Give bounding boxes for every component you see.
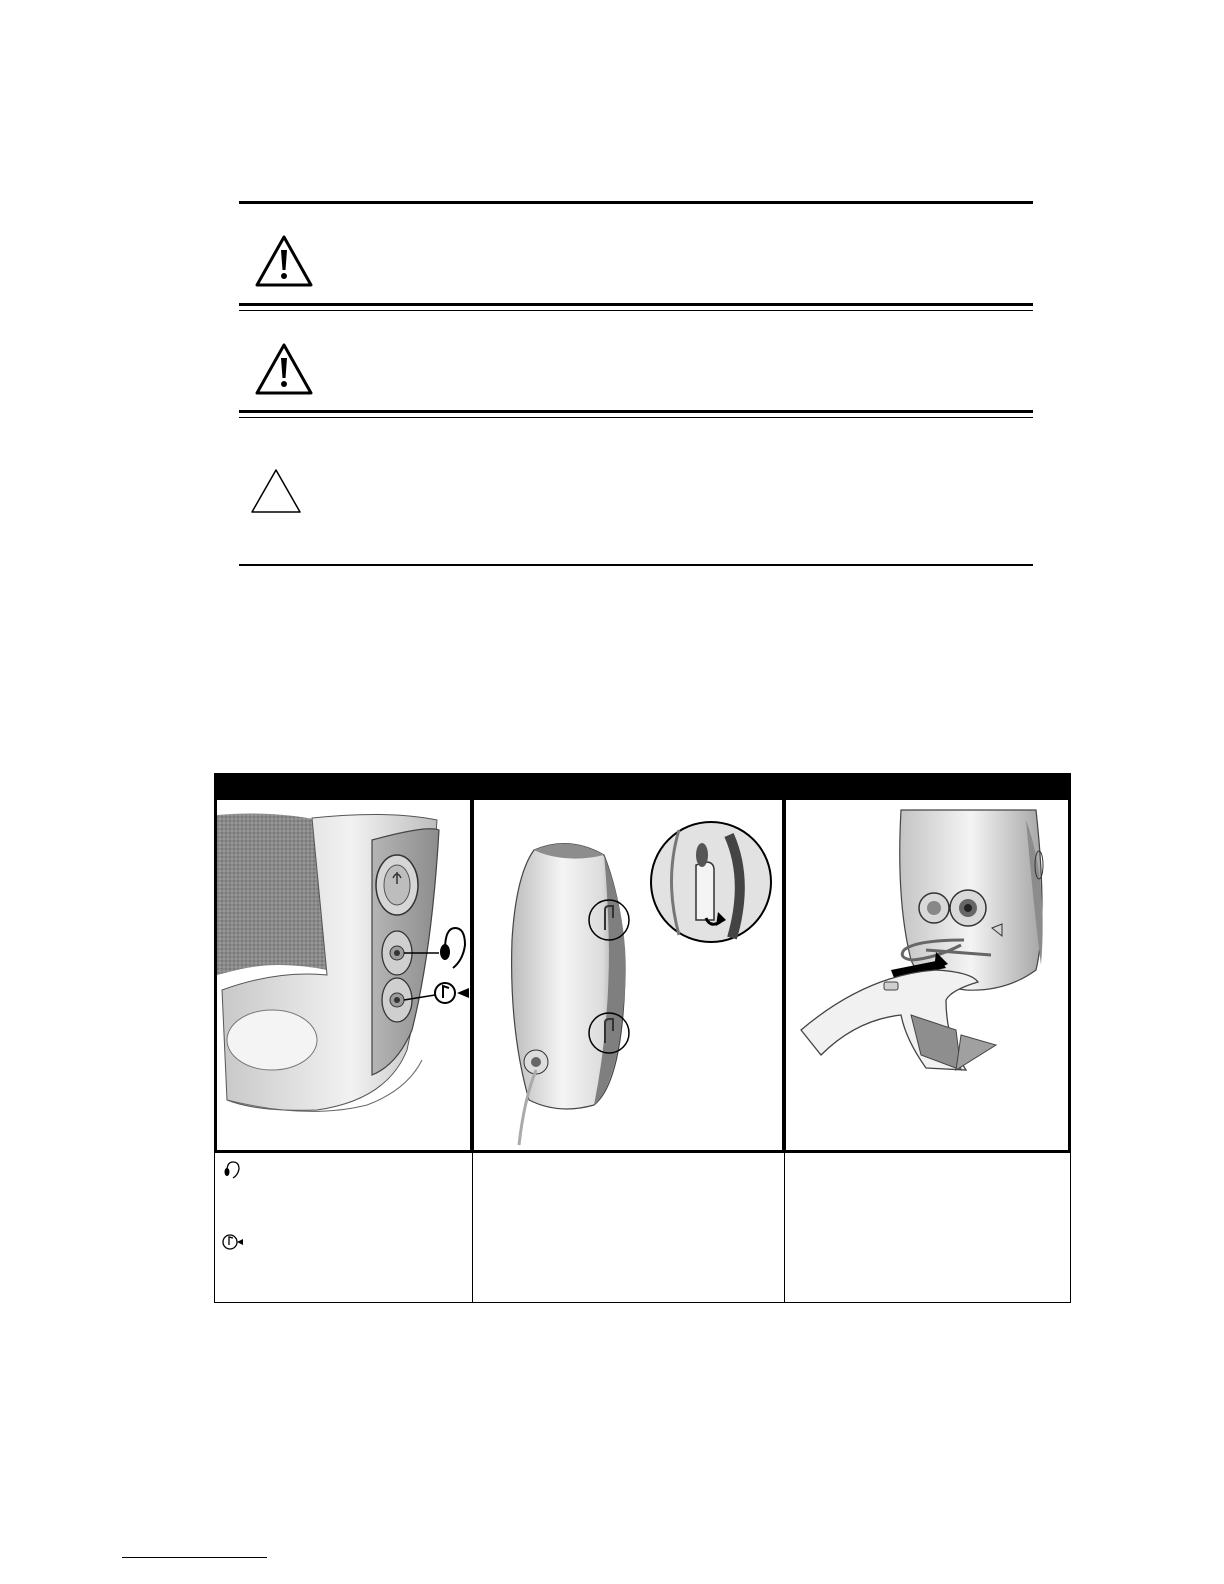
table-header [214,773,1071,797]
speaker-base-stand-illustration [783,797,1071,1153]
caption-cell-1 [214,1152,473,1303]
notice-divider [239,310,1033,311]
caption-cell-3 [784,1152,1071,1303]
speaker-front-controls-illustration [214,797,473,1153]
headphone-icon [221,1159,243,1181]
caution-triangle-icon [250,468,302,514]
notice-divider [239,417,1033,418]
caption-cell-2 [472,1152,785,1303]
speaker-side-hooks-illustration [471,797,785,1153]
notice-divider [239,303,1033,306]
notice-bottom-rule [239,564,1033,566]
audio-in-icon [221,1231,243,1253]
warning-triangle-icon [254,342,314,396]
notice-top-rule [239,201,1033,204]
warning-triangle-icon [254,234,314,288]
notice-divider [239,410,1033,413]
footnote-separator [122,1557,267,1558]
